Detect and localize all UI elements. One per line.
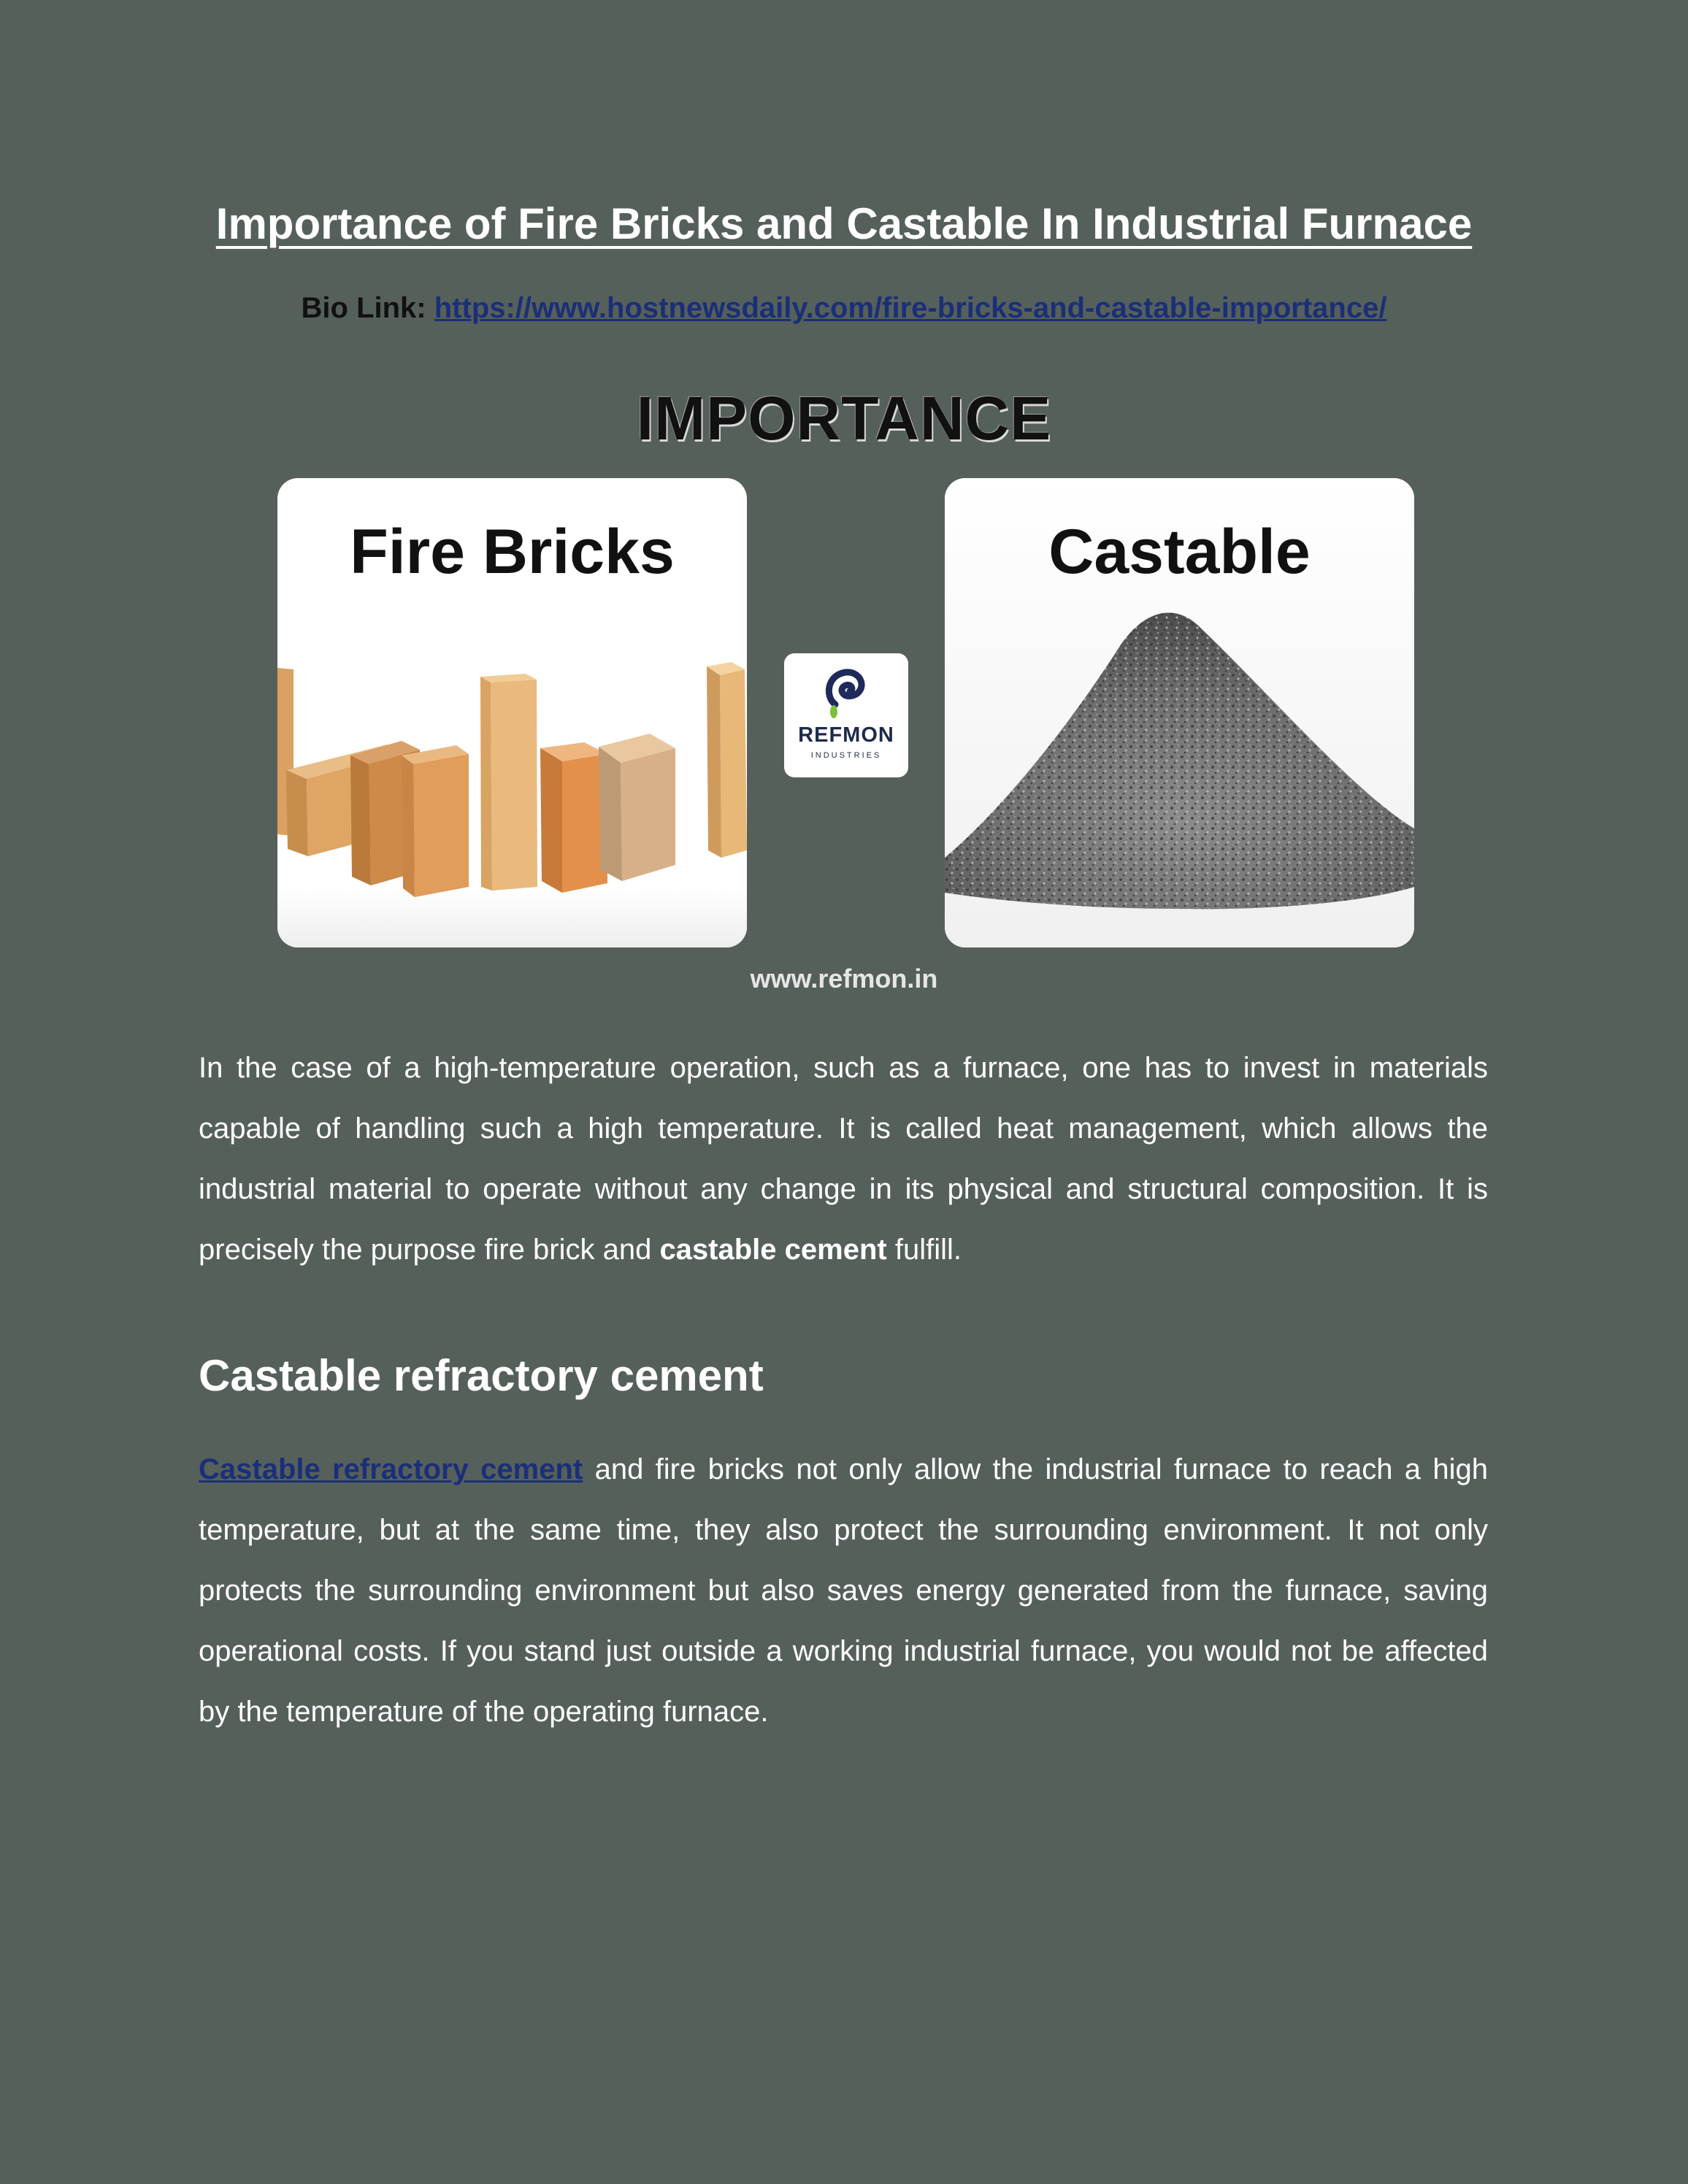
intro-text-end: fulfill. [886,1234,962,1266]
section-text: and fire bricks not only allow the industrial furnace to reach a high temperature, but at the same time, they also protect the surrounding environment. It not only protects the surrounding environment but also saves energy generated from the furnace, saving operational costs. If you stand just outside a working industrial furnace, you would not be affected by the temperature of the operating furnace. [199,1453,1489,1728]
figure-heading: IMPORTANCE [636,384,1052,453]
bio-link-label: Bio Link: [301,292,426,324]
figure-site-url: www.refmon.in [750,964,938,993]
castable-label: Castable [1048,517,1311,587]
page-title: Importance of Fire Bricks and Castable In Industrial Furnace [215,199,1473,248]
importance-figure [270,383,1418,1000]
fire-bricks-card [277,478,747,947]
intro-paragraph [199,1038,1488,1280]
refmon-logo-icon [784,653,908,726]
section-heading: Castable refractory cement [199,1351,764,1400]
intro-text: In the case of a high-temperature operation, such as a furnace, one has to invest in materials capable of handling such a high temperature. It is called heat management, which allows the industrial material to operate without any change in its physical and structural composition. It is precisely the purpose fire brick and [199,1052,1488,1266]
refmon-logo [784,653,908,777]
castable-card [945,478,1414,947]
castable-refractory-cement-link[interactable]: Castable refractory cement [199,1453,583,1485]
bio-link-line [0,292,1688,325]
bio-link[interactable]: https://www.hostnewsdaily.com/fire-bricks-and-castable-importance/ [434,292,1387,324]
logo-sub-text: INDUSTRIES [810,751,882,760]
logo-brand-text: REFMON [798,723,894,747]
fire-bricks-label: Fire Bricks [350,517,675,587]
section-paragraph [199,1439,1488,1742]
intro-bold-term: castable cement [659,1234,887,1266]
